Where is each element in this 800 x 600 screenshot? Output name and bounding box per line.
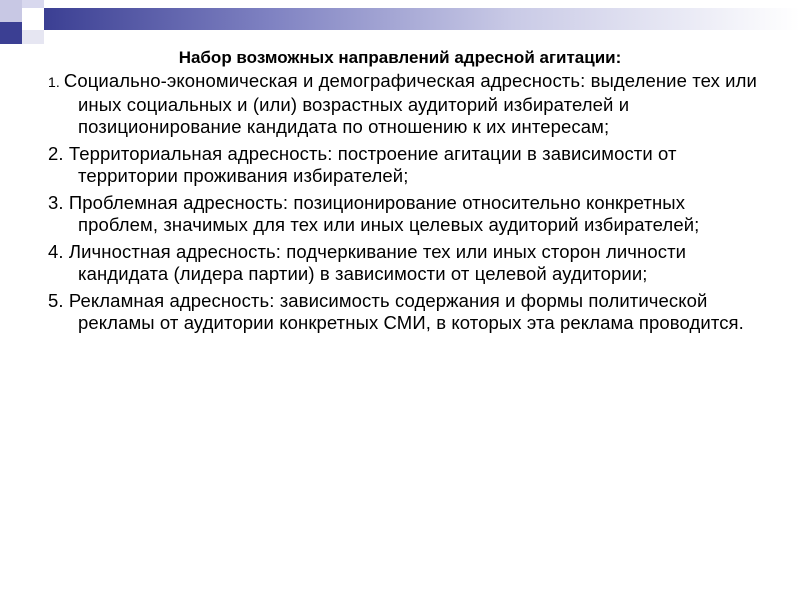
- header-gradient-bar: [44, 8, 800, 30]
- list-item: [48, 143, 760, 188]
- slide-title: Набор возможных направлений адресной агитации:: [178, 48, 622, 67]
- list-item: [48, 192, 760, 237]
- item-number: 2.: [48, 142, 69, 164]
- item-text: Личностная адресность: подчеркивание тех или иных сторон личности кандидата (лидера партии) в зависимости от целевой аудитории;: [68, 240, 687, 284]
- item-number: 3.: [48, 191, 69, 213]
- directions-list: [48, 70, 760, 339]
- item-text: Территориальная адресность: построение агитации в зависимости от территории проживания избирателей;: [68, 142, 677, 186]
- item-text: Рекламная адресность: зависимость содержания и формы политической рекламы от аудитории конкретных СМИ, в которых эта реклама проводится.: [68, 289, 744, 333]
- corner-square-decoration: [0, 22, 22, 44]
- item-text: Проблемная адресность: позиционирование относительно конкретных проблем, значимых для тех или иных целевых аудиторий избирателей;: [68, 191, 700, 235]
- corner-square-decoration: [0, 0, 22, 22]
- list-item: [48, 241, 760, 286]
- list-item: [48, 290, 760, 335]
- corner-square-decoration: [22, 8, 44, 30]
- item-number: 1.: [48, 74, 64, 90]
- item-number: 5.: [48, 289, 69, 311]
- item-text: Социально-экономическая и демографическая адресность: выделение тех или иных социальных и (или) возрастных аудиторий избирателей и позиционирование кандидата по отношению к их интересам;: [63, 70, 757, 137]
- list-item: [48, 70, 760, 139]
- item-number: 4.: [48, 240, 69, 262]
